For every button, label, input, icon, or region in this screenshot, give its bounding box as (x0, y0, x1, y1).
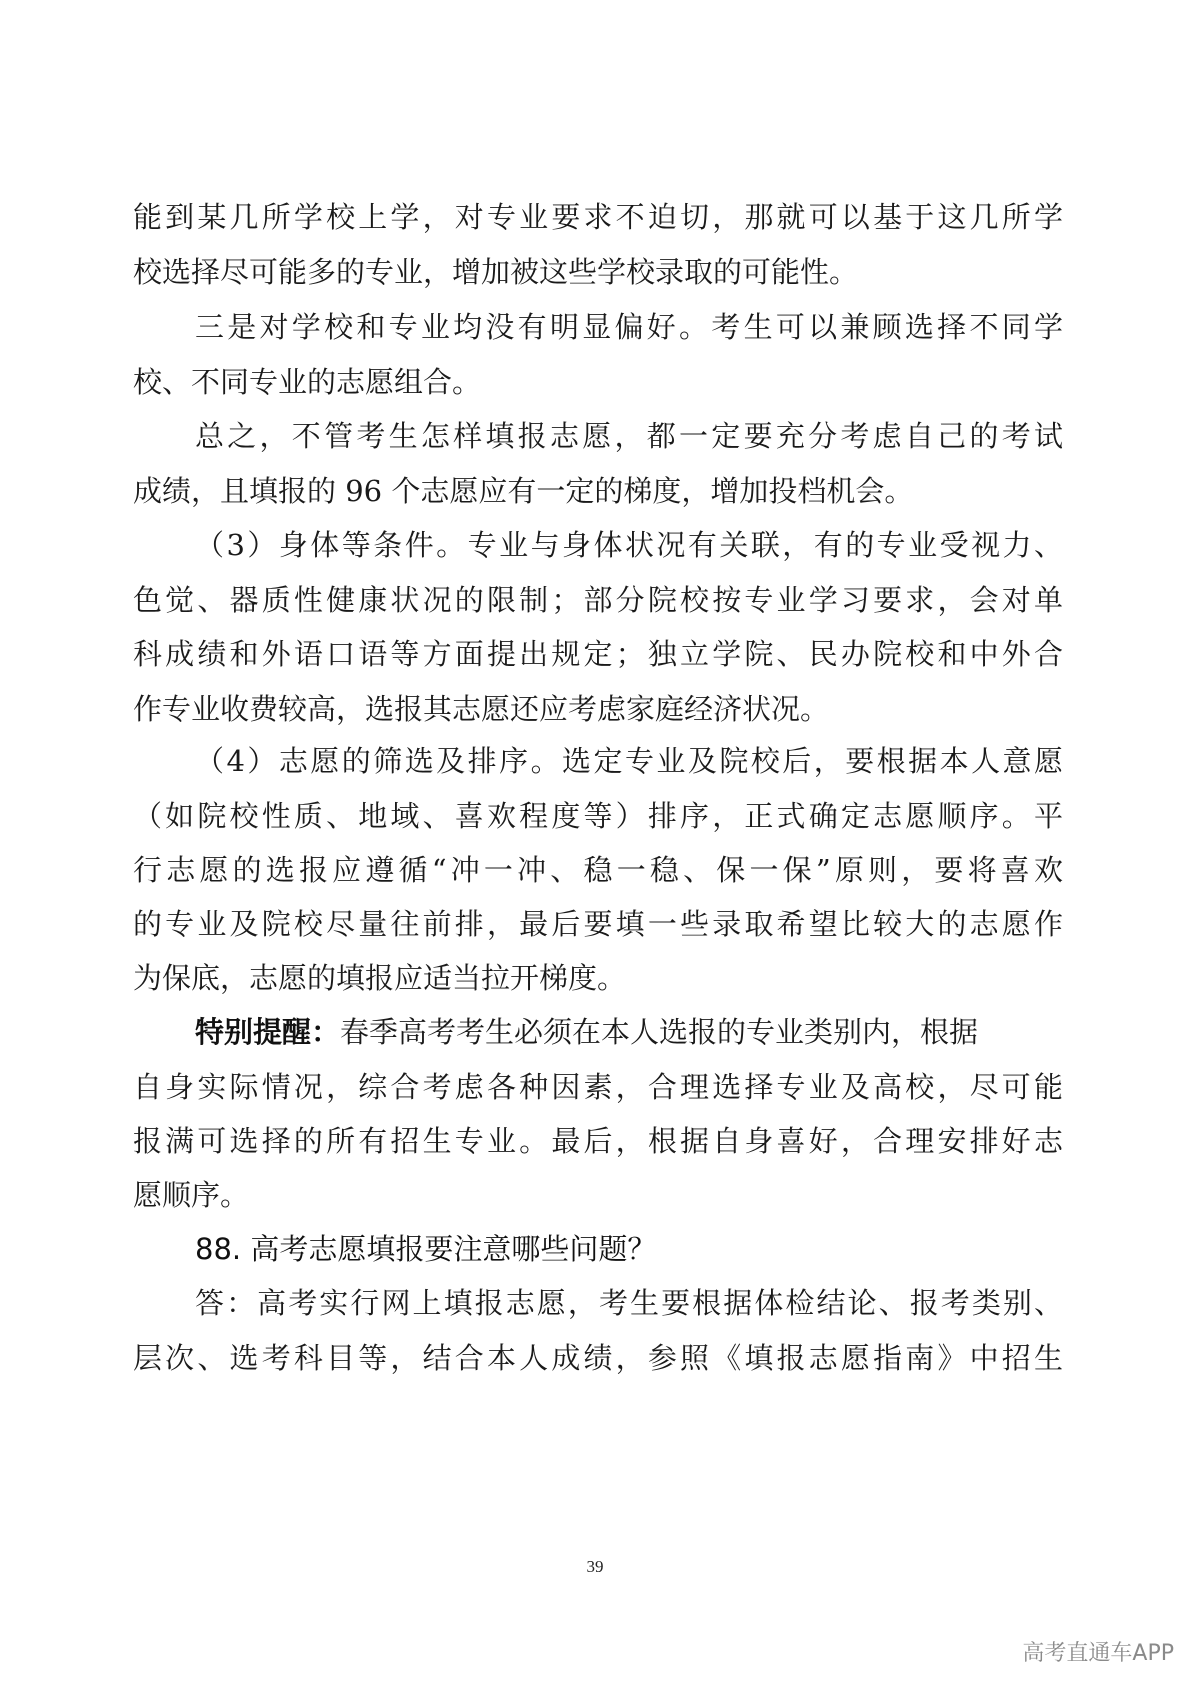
paragraph-line: 自身实际情况，综合考虑各种因素，合理选择专业及高校，尽可能 (133, 1070, 1063, 1104)
paragraph-line: 层次、选考科目等，结合本人成绩，参照《填报志愿指南》中招生 (133, 1341, 1063, 1375)
paragraph-line: 的专业及院校尽量往前排，最后要填一些录取希望比较大的志愿作 (133, 907, 1063, 941)
paragraph-line: 总之，不管考生怎样填报志愿，都一定要充分考虑自己的考试 (195, 419, 1063, 453)
paragraph-line: 校、不同专业的志愿组合。 (133, 365, 482, 399)
paragraph-line: 为保底，志愿的填报应适当拉开梯度。 (133, 961, 627, 995)
question-heading: 88. 高考志愿填报要注意哪些问题？ (195, 1232, 657, 1266)
paragraph-line: 科成绩和外语口语等方面提出规定；独立学院、民办院校和中外合 (133, 637, 1063, 671)
paragraph-line: 色觉、器质性健康状况的限制；部分院校按专业学习要求，会对单 (133, 583, 1063, 617)
paragraph-line: 答：高考实行网上填报志愿，考生要根据体检结论、报考类别、 (195, 1286, 1063, 1320)
paragraph-line: 三是对学校和专业均没有明显偏好。考生可以兼顾选择不同学 (195, 310, 1063, 344)
paragraph-line: （4）志愿的筛选及排序。选定专业及院校后，要根据本人意愿 (195, 744, 1063, 778)
paragraph-line: 作专业收费较高，选报其志愿还应考虑家庭经济状况。 (133, 692, 830, 726)
paragraph-line: 行志愿的选报应遵循“冲一冲、稳一稳、保一保”原则，要将喜欢 (133, 853, 1063, 887)
paragraph-line: 校选择尽可能多的专业，增加被这些学校录取的可能性。 (133, 255, 859, 289)
paragraph-line: 能到某几所学校上学，对专业要求不迫切，那就可以基于这几所学 (133, 200, 1063, 234)
paragraph-line: 愿顺序。 (133, 1178, 250, 1212)
reminder-line (195, 1012, 1063, 1052)
page-number: 39 (586, 1557, 604, 1576)
paragraph-line: 成绩，且填报的 96 个志愿应有一定的梯度，增加投档机会。 (133, 474, 914, 508)
reminder-text: 春季高考考生必须在本人选报的专业类别内，根据 (340, 1015, 979, 1049)
paragraph-line: （如院校性质、地域、喜欢程度等）排序，正式确定志愿顺序。平 (133, 799, 1063, 833)
paragraph-line: 报满可选择的所有招生专业。最后，根据自身喜好，合理安排好志 (133, 1124, 1063, 1158)
reminder-label: 特别提醒： (195, 1015, 341, 1049)
paragraph-line: （3）身体等条件。专业与身体状况有关联，有的专业受视力、 (195, 528, 1063, 562)
app-watermark: 高考直通车APP (1022, 1641, 1174, 1666)
